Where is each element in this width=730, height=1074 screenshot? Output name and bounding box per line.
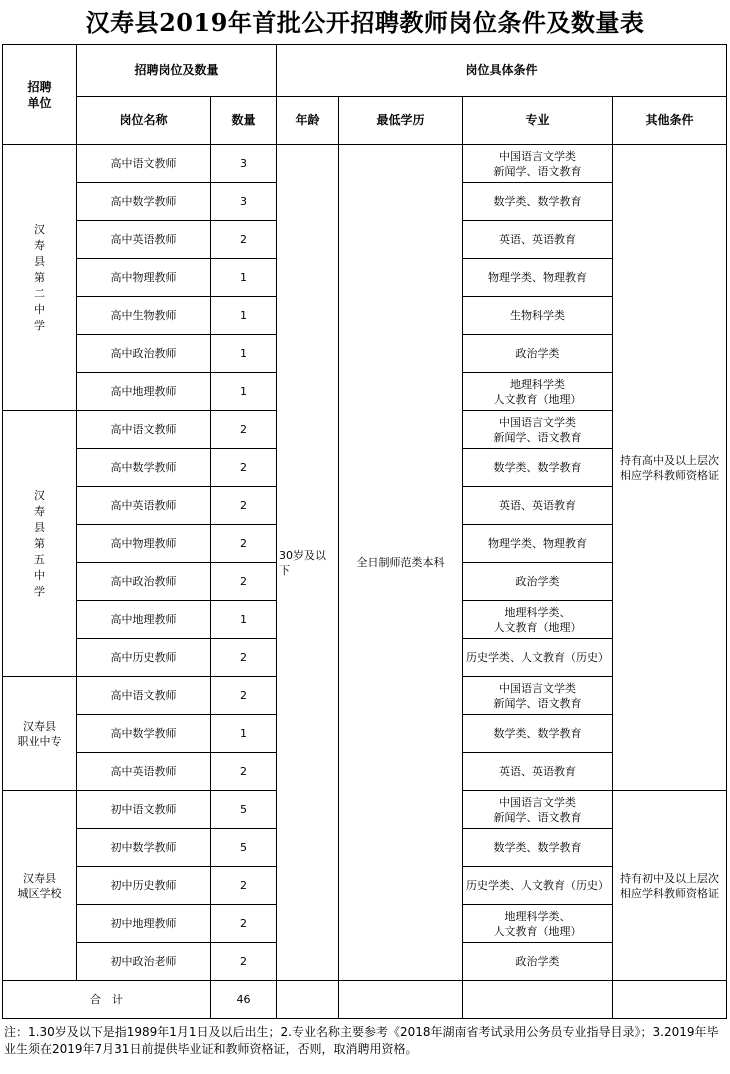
- major-cell: 历史学类、人文教育（历史）: [463, 639, 613, 677]
- quantity-cell: 2: [211, 221, 277, 259]
- quantity-cell: 1: [211, 297, 277, 335]
- quantity-cell: 2: [211, 753, 277, 791]
- major-cell: 政治学类: [463, 335, 613, 373]
- major-cell: 生物科学类: [463, 297, 613, 335]
- major-cell: 中国语言文学类 新闻学、语文教育: [463, 145, 613, 183]
- position-name-cell: 高中数学教师: [77, 183, 211, 221]
- position-name-cell: 高中物理教师: [77, 525, 211, 563]
- quantity-cell: 1: [211, 373, 277, 411]
- quantity-cell: 2: [211, 943, 277, 981]
- quantity-cell: 2: [211, 867, 277, 905]
- position-name-cell: 高中英语教师: [77, 753, 211, 791]
- quantity-cell: 2: [211, 411, 277, 449]
- other-conditions-cell: 持有高中及以上层次相应学科教师资格证: [613, 145, 727, 791]
- major-cell: 数学类、数学教育: [463, 715, 613, 753]
- total-row: [3, 981, 727, 1019]
- position-name-cell: 初中地理教师: [77, 905, 211, 943]
- footnote: 注：1.30岁及以下是指1989年1月1日及以后出生；2.专业名称主要参考《2018年湖南省考试录用公务员专业指导目录》；3.2019年毕业生须在2019年7月31日前提供毕业证和教师资格证，否则，取消聘用资格。: [4, 1025, 719, 1056]
- empty-cell: [613, 981, 727, 1019]
- position-name-cell: 初中历史教师: [77, 867, 211, 905]
- major-cell: 地理科学类、 人文教育（地理）: [463, 601, 613, 639]
- major-cell: 历史学类、人文教育（历史）: [463, 867, 613, 905]
- major-cell: 英语、英语教育: [463, 753, 613, 791]
- quantity-cell: 2: [211, 525, 277, 563]
- position-name-cell: 初中语文教师: [77, 791, 211, 829]
- unit-cell: 汉寿县 职业中专: [3, 677, 77, 791]
- position-name-cell: 初中数学教师: [77, 829, 211, 867]
- quantity-cell: 2: [211, 677, 277, 715]
- header-other: 其他条件: [613, 97, 727, 145]
- position-name-cell: 初中政治老师: [77, 943, 211, 981]
- position-name-cell: 高中英语教师: [77, 487, 211, 525]
- major-cell: 数学类、数学教育: [463, 449, 613, 487]
- position-name-cell: 高中地理教师: [77, 601, 211, 639]
- position-name-cell: 高中历史教师: [77, 639, 211, 677]
- major-cell: 数学类、数学教育: [463, 183, 613, 221]
- major-cell: 中国语言文学类 新闻学、语文教育: [463, 791, 613, 829]
- empty-cell: [339, 981, 463, 1019]
- header-quantity: 数量: [211, 97, 277, 145]
- quantity-cell: 5: [211, 791, 277, 829]
- major-cell: 政治学类: [463, 943, 613, 981]
- unit-cell: 汉寿县第五中学: [3, 411, 77, 677]
- header-position-name: 岗位名称: [77, 97, 211, 145]
- position-name-cell: 高中数学教师: [77, 715, 211, 753]
- total-value: 46: [211, 981, 277, 1019]
- unit-cell: 汉寿县 城区学校: [3, 791, 77, 981]
- header-unit: 招聘单位: [3, 45, 77, 145]
- position-name-cell: 高中数学教师: [77, 449, 211, 487]
- quantity-cell: 3: [211, 183, 277, 221]
- quantity-cell: 2: [211, 449, 277, 487]
- quantity-cell: 1: [211, 715, 277, 753]
- major-cell: 英语、英语教育: [463, 487, 613, 525]
- position-name-cell: 高中政治教师: [77, 335, 211, 373]
- position-name-cell: 高中生物教师: [77, 297, 211, 335]
- page-title: 汉寿县2019年首批公开招聘教师岗位条件及数量表: [85, 8, 645, 37]
- recruitment-table: [2, 44, 727, 1019]
- quantity-cell: 5: [211, 829, 277, 867]
- major-cell: 物理学类、物理教育: [463, 525, 613, 563]
- major-cell: 政治学类: [463, 563, 613, 601]
- quantity-cell: 1: [211, 259, 277, 297]
- table-row: [3, 145, 727, 183]
- quantity-cell: 2: [211, 487, 277, 525]
- header-major: 专业: [463, 97, 613, 145]
- position-name-cell: 高中语文教师: [77, 677, 211, 715]
- quantity-cell: 2: [211, 639, 277, 677]
- header-positions-group: 招聘岗位及数量: [77, 45, 277, 97]
- header-age: 年龄: [277, 97, 339, 145]
- position-name-cell: 高中物理教师: [77, 259, 211, 297]
- header-education: 最低学历: [339, 97, 463, 145]
- empty-cell: [463, 981, 613, 1019]
- quantity-cell: 2: [211, 563, 277, 601]
- education-cell: 全日制师范类本科: [339, 145, 463, 981]
- age-cell: 30岁及以下: [277, 145, 339, 981]
- quantity-cell: 1: [211, 335, 277, 373]
- major-cell: 英语、英语教育: [463, 221, 613, 259]
- quantity-cell: 3: [211, 145, 277, 183]
- quantity-cell: 2: [211, 905, 277, 943]
- major-cell: 数学类、数学教育: [463, 829, 613, 867]
- unit-cell: 汉寿县第二中学: [3, 145, 77, 411]
- position-name-cell: 高中政治教师: [77, 563, 211, 601]
- major-cell: 中国语言文学类 新闻学、语文教育: [463, 677, 613, 715]
- empty-cell: [277, 981, 339, 1019]
- major-cell: 中国语言文学类 新闻学、语文教育: [463, 411, 613, 449]
- major-cell: 地理科学类 人文教育（地理）: [463, 373, 613, 411]
- position-name-cell: 高中语文教师: [77, 145, 211, 183]
- other-conditions-cell: 持有初中及以上层次相应学科教师资格证: [613, 791, 727, 981]
- position-name-cell: 高中语文教师: [77, 411, 211, 449]
- major-cell: 地理科学类、 人文教育（地理）: [463, 905, 613, 943]
- major-cell: 物理学类、物理教育: [463, 259, 613, 297]
- position-name-cell: 高中英语教师: [77, 221, 211, 259]
- total-label: 合 计: [3, 981, 211, 1019]
- position-name-cell: 高中地理教师: [77, 373, 211, 411]
- header-conditions-group: 岗位具体条件: [277, 45, 727, 97]
- quantity-cell: 1: [211, 601, 277, 639]
